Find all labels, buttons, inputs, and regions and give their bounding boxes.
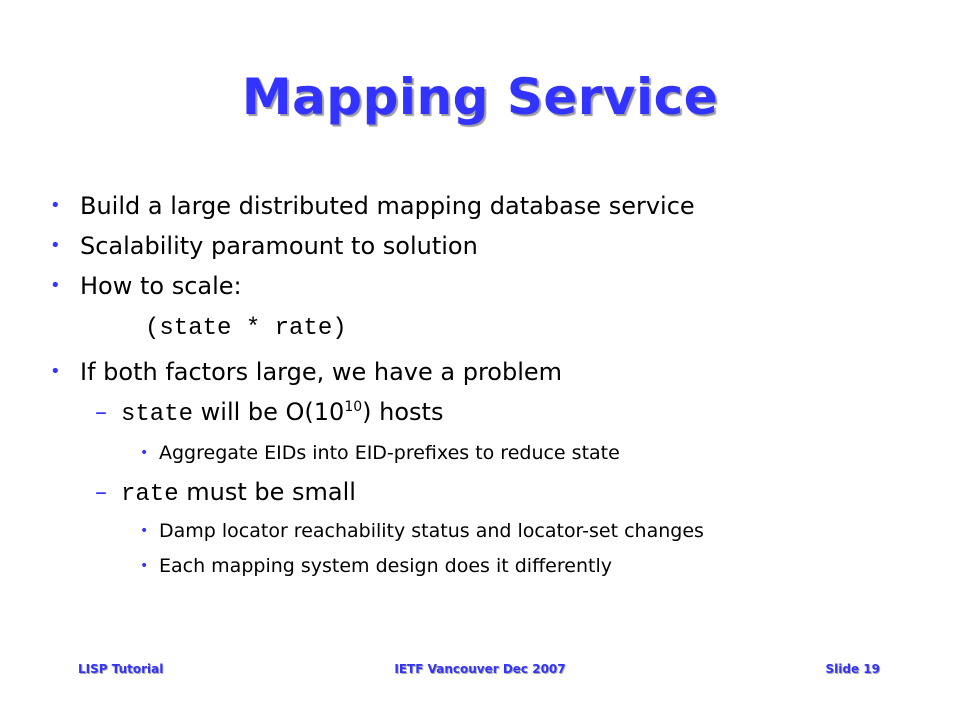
- bullet-item: [50, 358, 562, 386]
- bullet-dot-icon: •: [140, 445, 149, 461]
- bullet-dot-icon: •: [50, 235, 61, 256]
- slide-title: Mapping Service: [241, 68, 719, 126]
- bullet-dot-icon: •: [140, 523, 149, 539]
- bullet-text: Build a large distributed mapping database service: [80, 192, 695, 220]
- footer-left: LISP Tutorial: [78, 662, 164, 676]
- sub-sub-bullet-text: Each mapping system design does it differently: [159, 555, 612, 577]
- bullet-dot-icon: •: [50, 275, 61, 296]
- state-exponent: 10: [344, 399, 363, 415]
- bullet-text: If both factors large, we have a problem: [80, 358, 563, 386]
- bullet-item: [50, 192, 695, 220]
- state-text: will be O(10: [193, 398, 345, 426]
- bullet-item: [50, 232, 478, 260]
- sub-sub-bullet-text: Damp locator reachability status and locator-set changes: [159, 520, 704, 542]
- rate-code: rate: [121, 481, 179, 508]
- sub-bullet-state: [95, 398, 443, 428]
- footer-center: IETF Vancouver Dec 2007: [394, 662, 566, 676]
- bullet-dot-icon: •: [50, 195, 61, 216]
- sub-sub-bullet: [140, 555, 612, 577]
- sub-sub-bullet: [140, 442, 620, 464]
- sub-sub-bullet-text: Aggregate EIDs into EID-prefixes to reduce state: [159, 442, 620, 464]
- dash-bullet-icon: –: [95, 398, 107, 426]
- dash-bullet-icon: –: [95, 478, 107, 506]
- state-text-end: ) hosts: [362, 398, 444, 426]
- sub-sub-bullet: [140, 520, 704, 542]
- footer-slide-number: Slide 19: [825, 662, 880, 676]
- bullet-dot-icon: •: [140, 558, 149, 574]
- scale-formula: (state * rate): [145, 315, 347, 342]
- bullet-item: [50, 272, 242, 300]
- state-code: state: [121, 401, 194, 428]
- bullet-text: Scalability paramount to solution: [80, 232, 478, 260]
- bullet-dot-icon: •: [50, 361, 61, 382]
- sub-bullet-rate: [95, 478, 356, 508]
- rate-text: must be small: [178, 478, 356, 506]
- bullet-text: How to scale:: [80, 272, 242, 300]
